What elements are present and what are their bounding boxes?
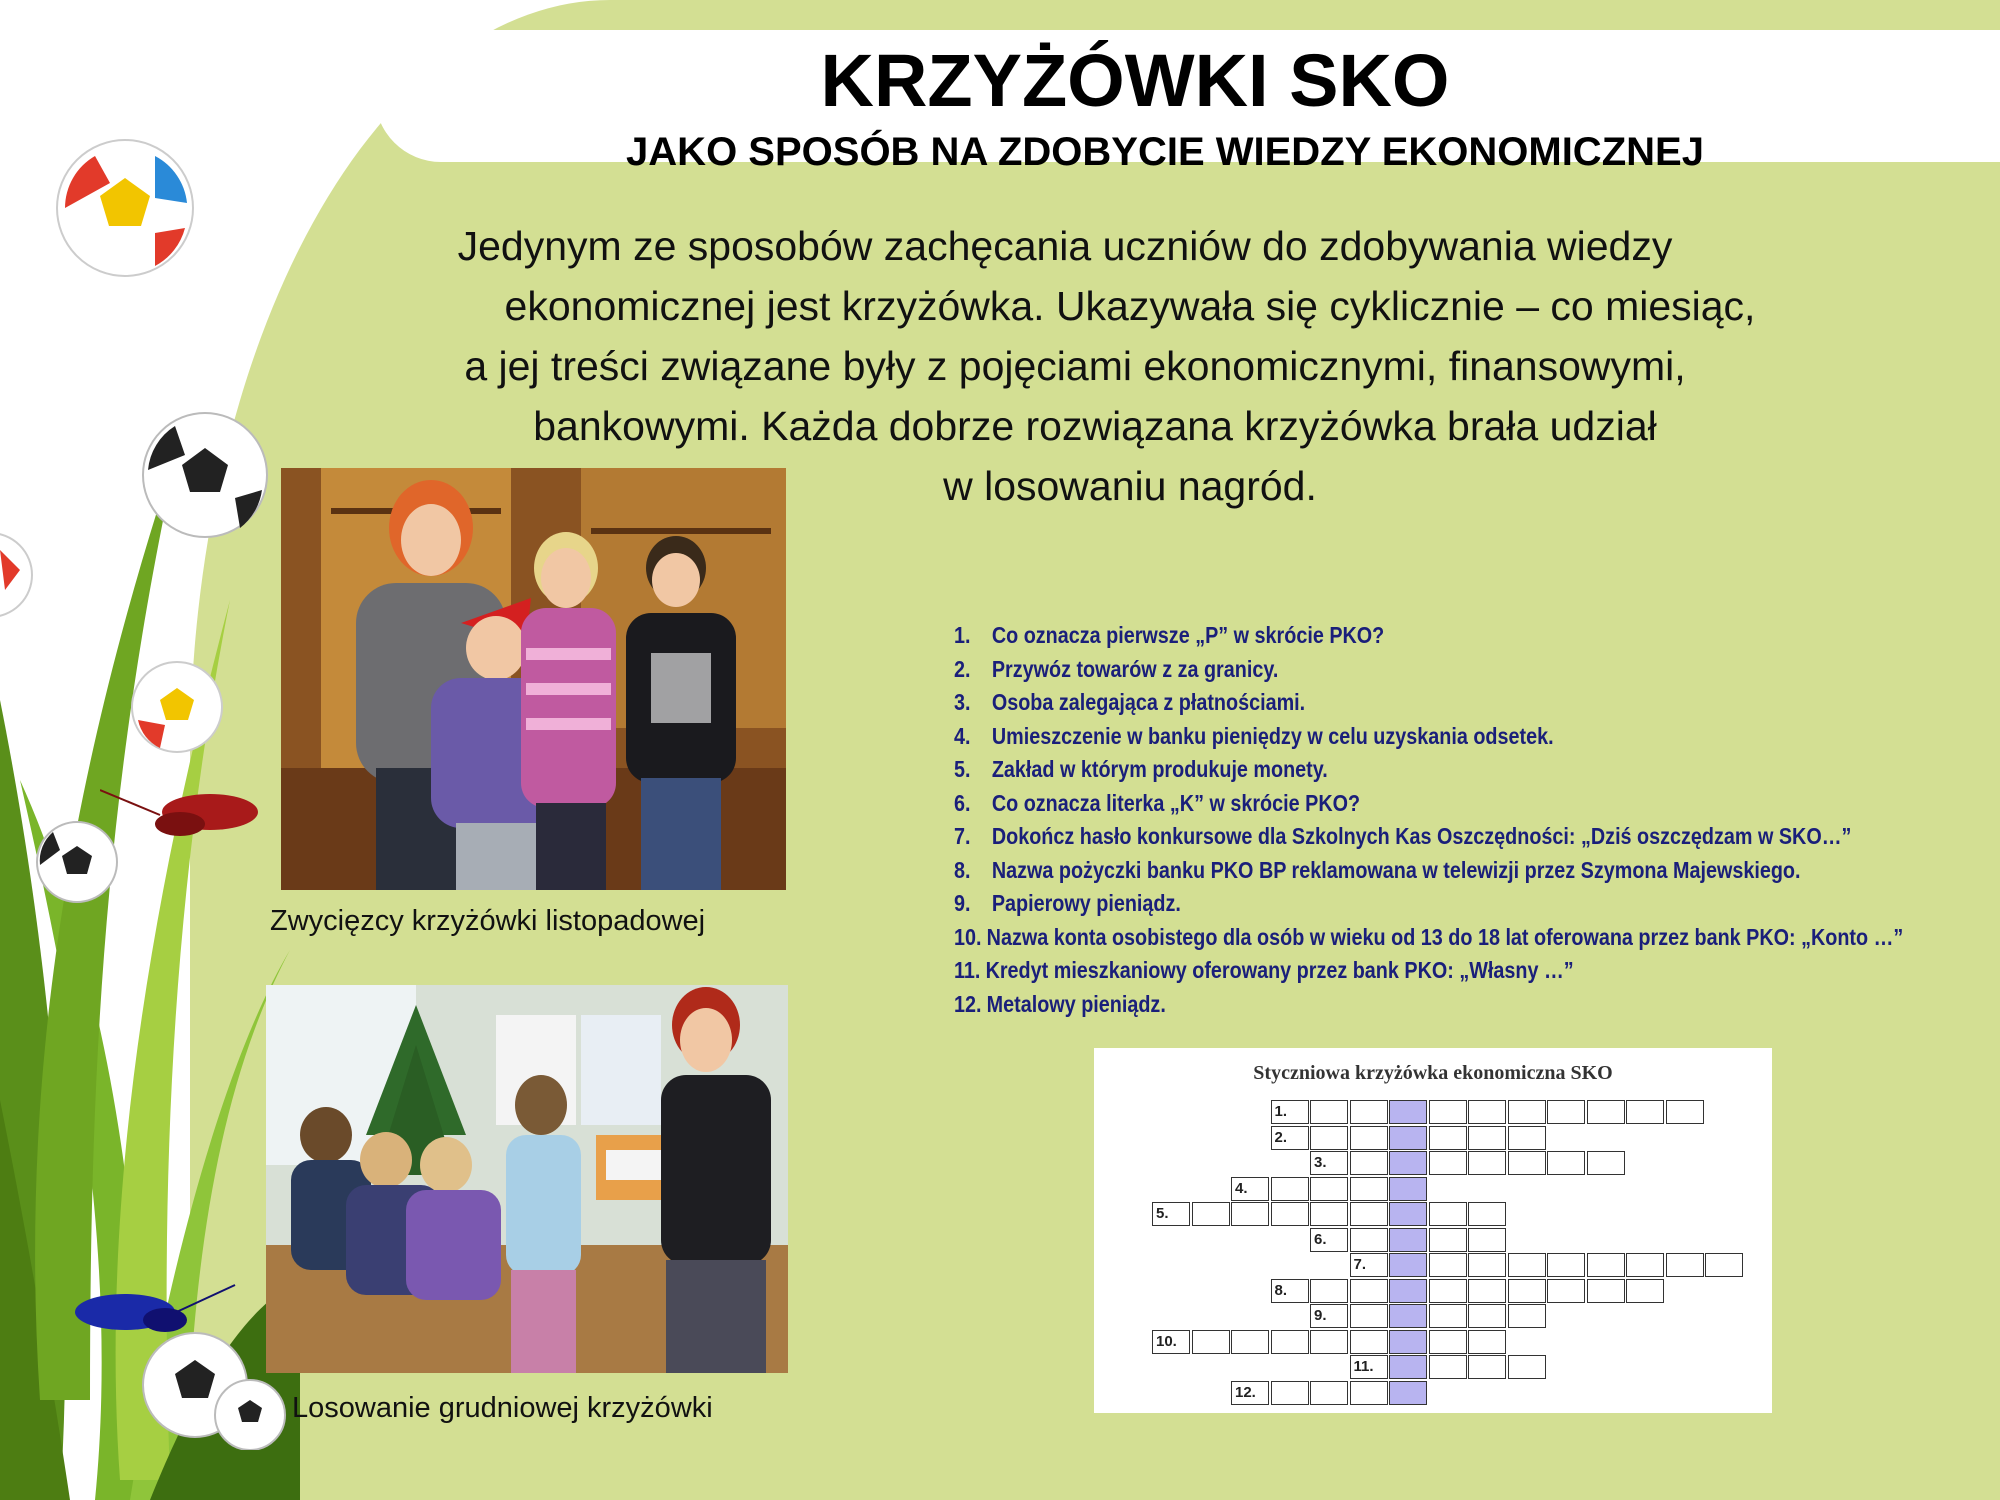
crossword-cell (1389, 1100, 1427, 1124)
crossword-cell (1350, 1381, 1388, 1405)
soccer-ball-icon (0, 530, 40, 620)
red-butterfly-icon (100, 780, 260, 850)
crossword-cell (1429, 1126, 1467, 1150)
crossword-questions (954, 622, 1903, 1024)
crossword-label-cell: 3. (1310, 1151, 1348, 1175)
photo-winners (281, 468, 786, 890)
intro-line: Jedynym ze sposobów zachęcania uczniów do zdobywania wiedzy (457, 223, 1673, 269)
crossword-label-cell: 1. (1271, 1100, 1309, 1124)
crossword-cell (1310, 1381, 1348, 1405)
crossword-label-cell: 2. (1271, 1126, 1309, 1150)
photo-drawing (266, 985, 788, 1373)
crossword-cell (1271, 1330, 1309, 1354)
crossword-cell (1508, 1279, 1546, 1303)
question-item (954, 890, 1903, 924)
crossword-cell (1468, 1100, 1506, 1124)
crossword-cell (1350, 1151, 1388, 1175)
question-item (954, 689, 1903, 723)
crossword-cell (1468, 1151, 1506, 1175)
crossword-label-cell: 6. (1310, 1228, 1348, 1252)
question-text: Papierowy pieniądz. (991, 890, 1181, 916)
crossword-cell (1350, 1177, 1388, 1201)
crossword-title: Styczniowa krzyżówka ekonomiczna SKO (1253, 1062, 1613, 1084)
crossword-cell (1468, 1202, 1506, 1226)
question-text: Kredyt mieszkaniowy oferowany przez bank PKO: „Własny …” (985, 957, 1574, 983)
crossword-cell (1429, 1279, 1467, 1303)
crossword-cell (1666, 1100, 1704, 1124)
crossword-cell (1468, 1253, 1506, 1277)
soccer-ball-icon (55, 138, 195, 278)
question-text: Zakład w którym produkuje monety. (991, 756, 1328, 782)
question-text: Nazwa konta osobistego dla osób w wieku od 13 do 18 lat oferowana przez bank PKO: „Konto …” (986, 923, 1904, 950)
crossword-cell (1626, 1279, 1664, 1303)
crossword-cell (1389, 1177, 1427, 1201)
crossword-cell (1389, 1228, 1427, 1252)
question-text: Nazwa pożyczki banku PKO BP reklamowana w telewizji przez Szymona Majewskiego. (991, 856, 1801, 883)
crossword-cell (1350, 1304, 1388, 1328)
crossword-cell (1350, 1202, 1388, 1226)
question-number: 5. (954, 756, 971, 782)
question-text: Co oznacza literka „K” w skrócie PKO? (991, 789, 1361, 816)
crossword-cell (1192, 1330, 1230, 1354)
crossword-cell (1547, 1151, 1585, 1175)
crossword-cell (1389, 1381, 1427, 1405)
crossword-cell (1389, 1330, 1427, 1354)
crossword-cell (1389, 1279, 1427, 1303)
crossword-cell (1468, 1355, 1506, 1379)
crossword-cell (1310, 1177, 1348, 1201)
question-text: Przywóz towarów z za granicy. (991, 655, 1279, 682)
crossword-cell (1547, 1100, 1585, 1124)
crossword-cell (1508, 1253, 1546, 1277)
crossword-cell (1429, 1100, 1467, 1124)
crossword-label-cell: 4. (1231, 1177, 1269, 1201)
question-item (954, 790, 1903, 824)
photo-drawing-caption: Losowanie grudniowej krzyżówki (292, 1392, 713, 1424)
question-number: 6. (954, 789, 971, 816)
crossword-cell (1271, 1202, 1309, 1226)
question-number: 12. (954, 990, 982, 1017)
question-item (954, 656, 1903, 690)
photo-winners-image (281, 468, 786, 890)
question-text: Co oznacza pierwsze „P” w skrócie PKO? (991, 622, 1385, 648)
crossword-cell (1389, 1304, 1427, 1328)
crossword-cell (1389, 1355, 1427, 1379)
crossword-cell (1587, 1253, 1625, 1277)
crossword-cell (1468, 1330, 1506, 1354)
crossword-cell (1389, 1151, 1427, 1175)
crossword-cell (1429, 1355, 1467, 1379)
crossword-cell (1429, 1253, 1467, 1277)
crossword-label-cell: 8. (1271, 1279, 1309, 1303)
crossword-cell (1508, 1126, 1546, 1150)
question-number: 4. (954, 722, 971, 749)
soccer-ball-icon (140, 410, 270, 540)
crossword-cell (1468, 1126, 1506, 1150)
crossword-cell (1705, 1253, 1743, 1277)
question-item (954, 823, 1903, 857)
crossword-cell (1508, 1151, 1546, 1175)
question-number: 3. (954, 689, 971, 715)
intro-line: bankowymi. Każda dobrze rozwiązana krzyżówka brała udział (533, 403, 1657, 449)
soccer-ball-icon (130, 660, 225, 755)
question-number: 10. (954, 923, 982, 950)
crossword-cell (1429, 1202, 1467, 1226)
page-subtitle: JAKO SPOSÓB NA ZDOBYCIE WIEDZY EKONOMICZNEJ (626, 130, 1704, 174)
question-item (954, 857, 1903, 891)
crossword-cell (1350, 1279, 1388, 1303)
photo-winners-caption: Zwycięzcy krzyżówki listopadowej (270, 905, 706, 937)
crossword-label-cell: 7. (1350, 1253, 1388, 1277)
crossword-cell (1429, 1304, 1467, 1328)
crossword-cell (1547, 1253, 1585, 1277)
crossword-cell (1508, 1304, 1546, 1328)
crossword-label-cell: 11. (1350, 1355, 1388, 1379)
page-title: KRZYŻÓWKI SKO (820, 39, 1450, 122)
crossword-cell (1231, 1202, 1269, 1226)
intro-line: w losowaniu nagród. (943, 463, 1317, 509)
question-text: Metalowy pieniądz. (986, 990, 1166, 1017)
crossword-cell (1468, 1304, 1506, 1328)
question-number: 9. (954, 890, 971, 916)
intro-line: a jej treści związane były z pojęciami ekonomicznymi, finansowymi, (464, 343, 1686, 389)
crossword-puzzle (1094, 1048, 1772, 1413)
crossword-cell (1310, 1279, 1348, 1303)
crossword-cell (1508, 1355, 1546, 1379)
crossword-cell (1310, 1100, 1348, 1124)
crossword-cell (1350, 1100, 1388, 1124)
question-number: 2. (954, 655, 971, 682)
crossword-cell (1626, 1253, 1664, 1277)
crossword-cell (1666, 1253, 1704, 1277)
question-item (954, 924, 1903, 958)
crossword-cell (1587, 1279, 1625, 1303)
question-item (954, 756, 1903, 790)
question-number: 8. (954, 856, 971, 883)
crossword-cell (1429, 1151, 1467, 1175)
photo-drawing-image (266, 985, 788, 1373)
crossword-cell (1350, 1228, 1388, 1252)
crossword-cell (1310, 1330, 1348, 1354)
crossword-cell (1508, 1100, 1546, 1124)
question-number: 11. (954, 957, 981, 983)
crossword-cell (1271, 1381, 1309, 1405)
crossword-cell (1429, 1228, 1467, 1252)
crossword-label-cell: 9. (1310, 1304, 1348, 1328)
crossword-cell (1547, 1279, 1585, 1303)
crossword-cell (1429, 1330, 1467, 1354)
crossword-cell (1587, 1151, 1625, 1175)
crossword-cell (1626, 1100, 1664, 1124)
question-item (954, 622, 1903, 656)
crossword-cell (1350, 1126, 1388, 1150)
crossword-label-cell: 10. (1152, 1330, 1190, 1354)
crossword-label-cell: 5. (1152, 1202, 1190, 1226)
crossword-cell (1231, 1330, 1269, 1354)
crossword-cell (1310, 1126, 1348, 1150)
question-text: Osoba zalegająca z płatnościami. (991, 689, 1306, 715)
question-text: Umieszczenie w banku pieniędzy w celu uzyskania odsetek. (991, 722, 1554, 749)
question-item (954, 723, 1903, 757)
crossword-cell (1350, 1330, 1388, 1354)
question-number: 7. (954, 823, 971, 849)
crossword-cell (1587, 1100, 1625, 1124)
crossword-cell (1389, 1126, 1427, 1150)
crossword-cell (1468, 1228, 1506, 1252)
crossword-cell (1271, 1177, 1309, 1201)
crossword-cell (1192, 1202, 1230, 1226)
crossword-cell (1468, 1279, 1506, 1303)
crossword-label-cell: 12. (1231, 1381, 1269, 1405)
question-number: 1. (954, 622, 971, 648)
crossword-cell (1389, 1253, 1427, 1277)
intro-line: ekonomicznej jest krzyżówka. Ukazywała się cyklicznie – co miesiąc, (504, 283, 1756, 329)
question-item (954, 957, 1903, 991)
question-text: Dokończ hasło konkursowe dla Szkolnych Kas Oszczędności: „Dziś oszczędzam w SKO…” (991, 823, 1852, 849)
crossword-cell (1389, 1202, 1427, 1226)
question-item (954, 991, 1903, 1025)
crossword-cell (1310, 1202, 1348, 1226)
